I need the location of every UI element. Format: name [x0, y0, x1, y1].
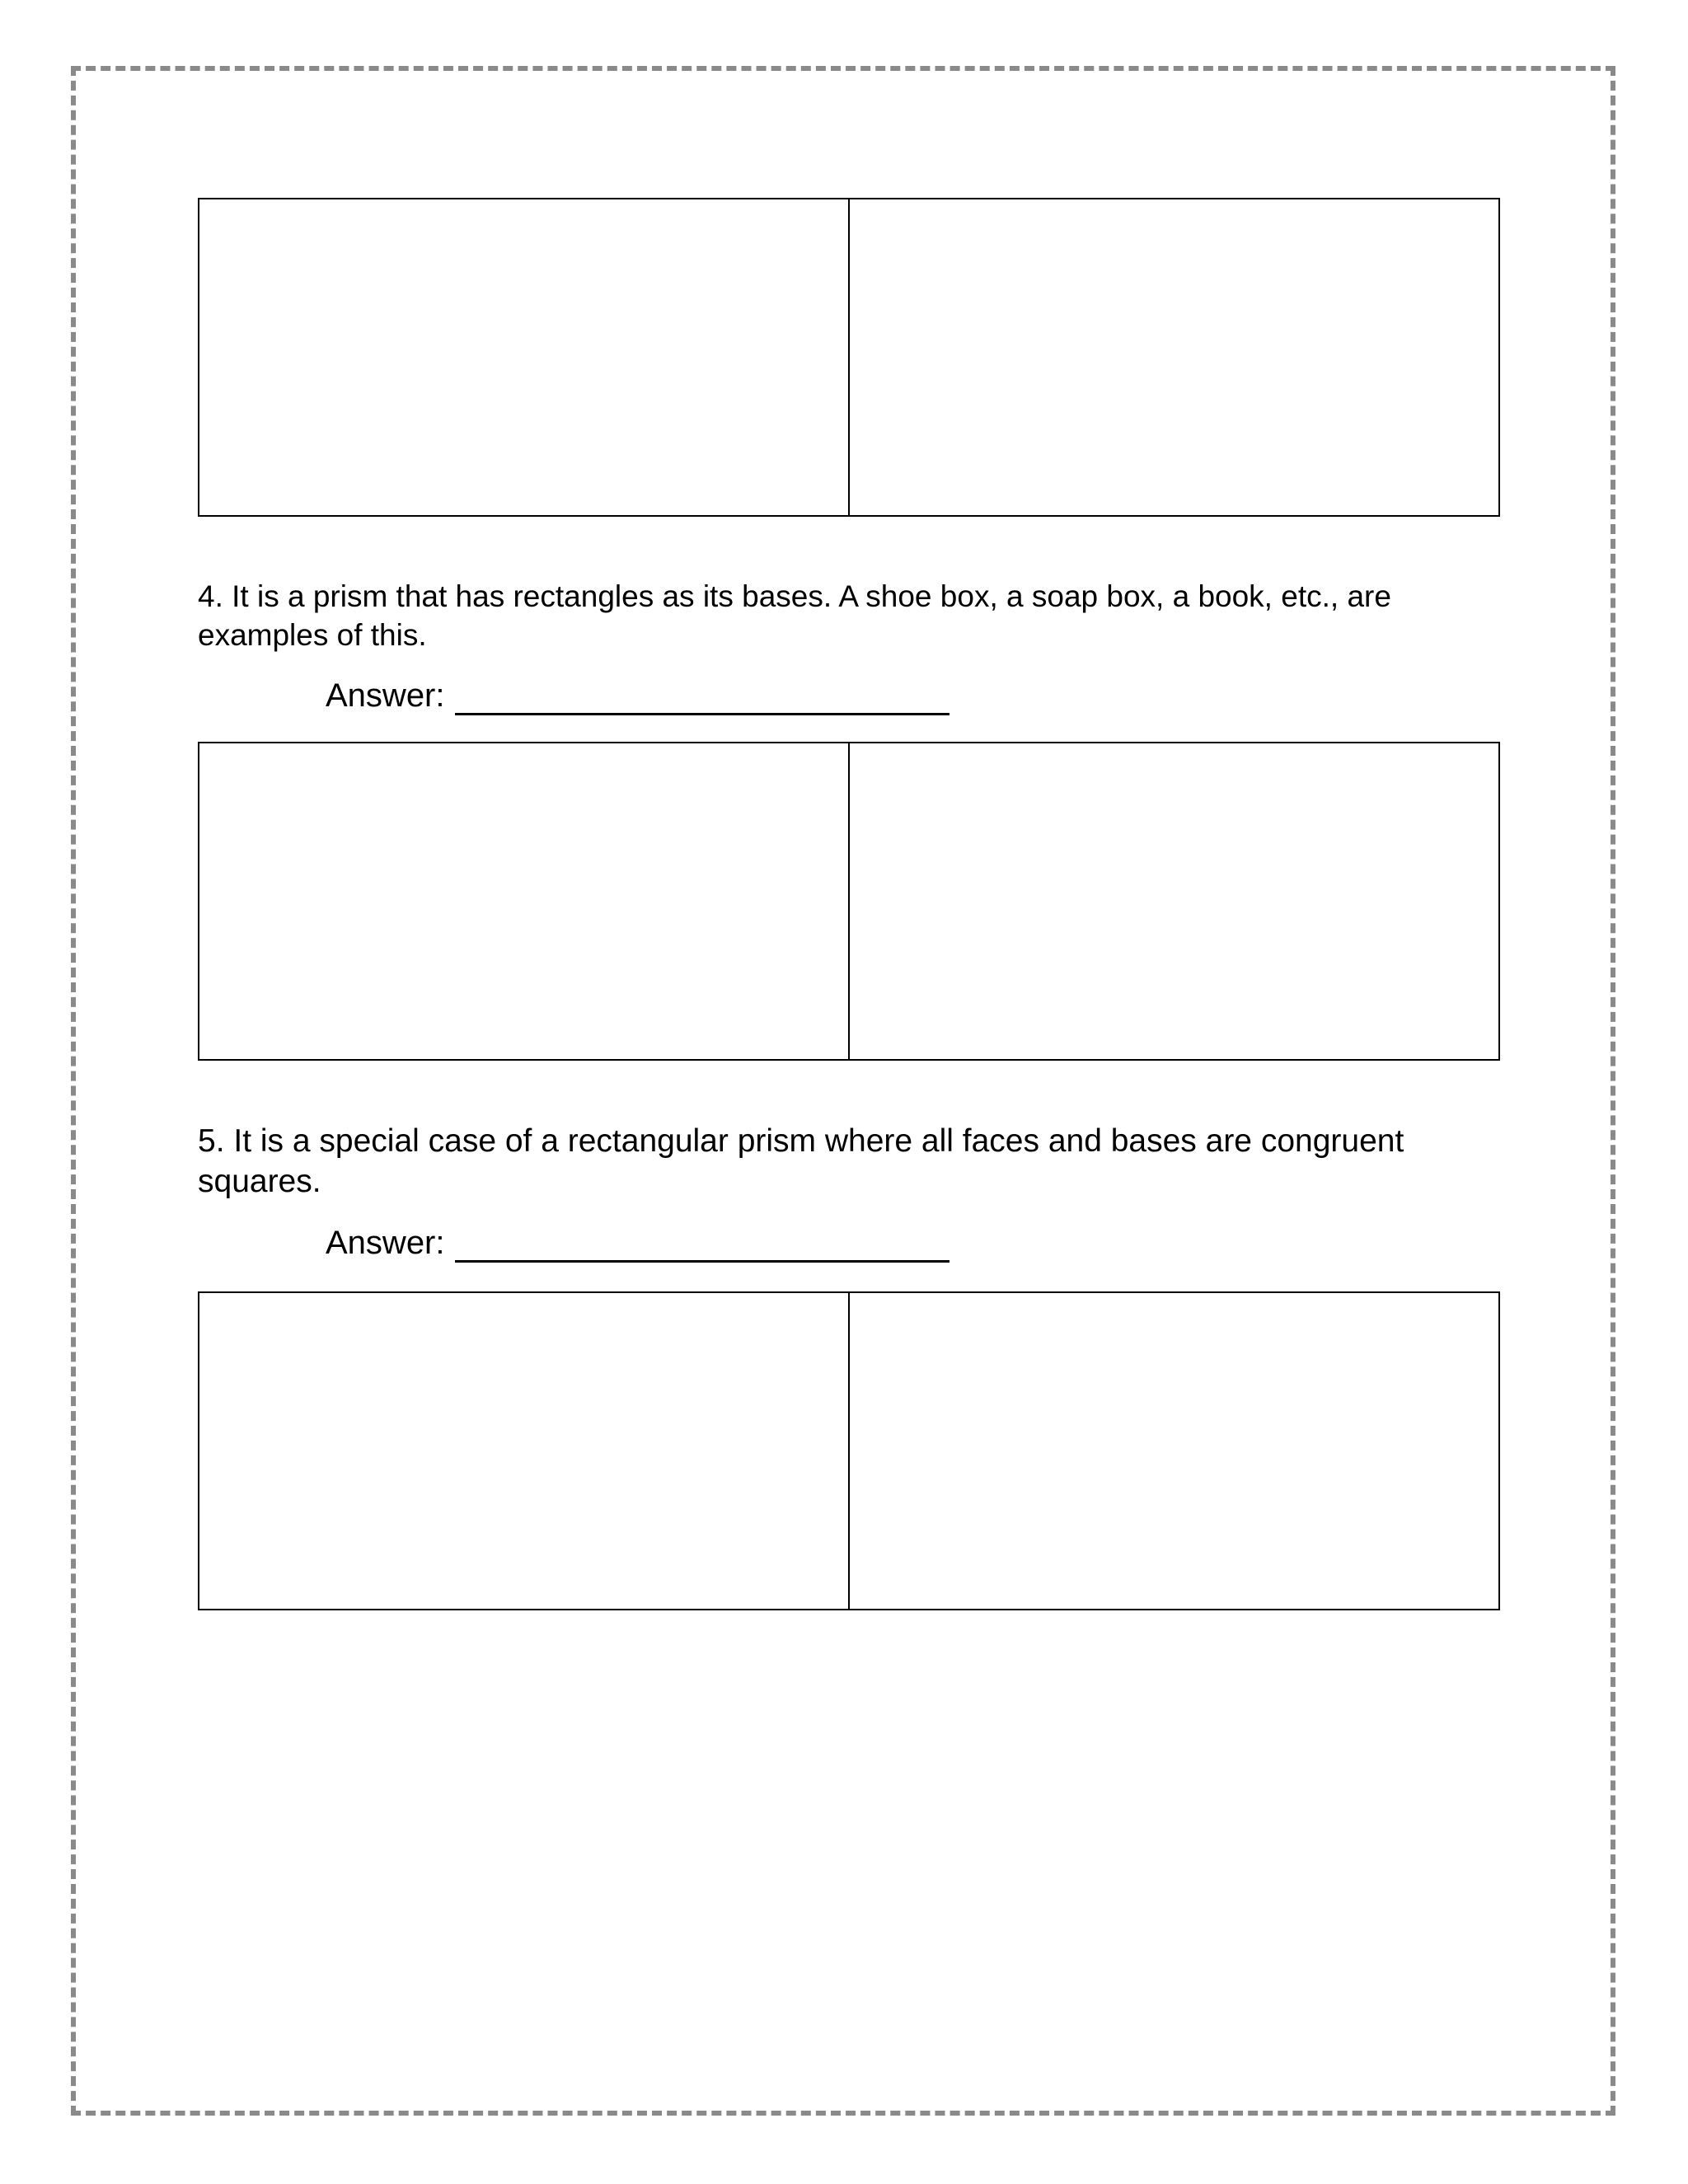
answer-blank-4[interactable] [455, 680, 950, 715]
question-5 [198, 1121, 1500, 1202]
drawing-cell-1-right[interactable] [850, 199, 1498, 515]
drawing-table-2 [198, 742, 1500, 1061]
answer-label-4: Answer: [326, 677, 445, 714]
drawing-cell-2-left[interactable] [199, 743, 850, 1059]
drawing-cell-2-right[interactable] [850, 743, 1498, 1059]
drawing-cell-3-left[interactable] [199, 1293, 850, 1609]
question-5-number: 5. [198, 1123, 225, 1159]
question-4-text: It is a prism that has rectangles as its bases. A shoe box, a soap box, a book, etc., are examples of this. [198, 579, 1391, 652]
question-4-number: 4. [198, 579, 223, 613]
drawing-cell-1-left[interactable] [199, 199, 850, 515]
question-4 [198, 577, 1500, 654]
answer-label-5: Answer: [326, 1225, 445, 1261]
answer-line-5 [326, 1223, 950, 1263]
question-5-text: It is a special case of a rectangular prism where all faces and bases are congruent squares. [198, 1123, 1404, 1199]
answer-blank-5[interactable] [455, 1227, 950, 1263]
drawing-table-3 [198, 1291, 1500, 1610]
drawing-cell-3-right[interactable] [850, 1293, 1498, 1609]
answer-line-4 [326, 676, 950, 715]
drawing-table-1 [198, 198, 1500, 517]
